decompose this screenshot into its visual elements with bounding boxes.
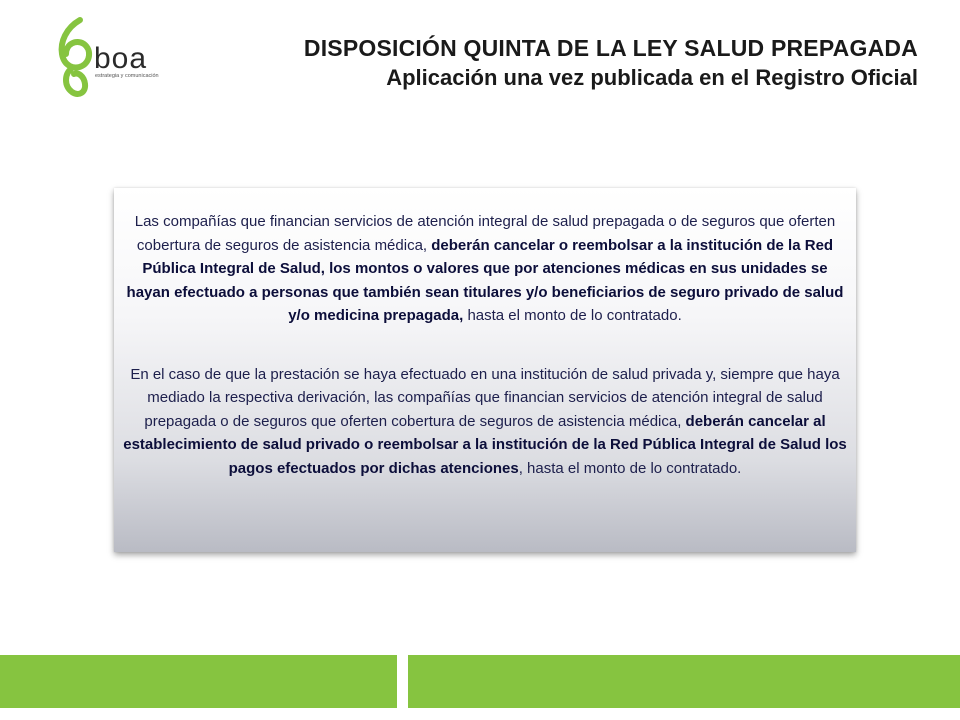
text-run: Las compañías que financian servicios de atención integral de salud prepagada o de seguros que oferten cobertura de seguros de asistencia médica, bbox=[134, 213, 836, 254]
title-line-1: DISPOSICIÓN QUINTA DE LA LEY SALUD PREPAGADA bbox=[303, 35, 918, 61]
text-run: deberán cancelar o reembolsar a la institución de la Red Pública Integral de Salud, los montos o valores que por atenciones médicas en sus unidades se hayan efectuado a personas que también sean titulares y/o beneficiarios de seguro privado de salud y/o medicina prepagada, bbox=[126, 236, 844, 324]
text-run: deberán cancelar al establecimiento de salud privado o reembolsar a la institución de la Red Pública Integral de Salud los pagos efectuados por dichas atenciones bbox=[123, 412, 847, 477]
paragraph-2 bbox=[122, 363, 848, 481]
title-line-2: Aplicación una vez publicada en el Registro Oficial bbox=[386, 65, 918, 90]
footer-bar-left bbox=[0, 655, 397, 708]
text-run: , hasta el monto de lo contratado. bbox=[518, 459, 742, 477]
logo-tagline: estrategia y comunicación bbox=[95, 73, 159, 79]
text-run: hasta el monto de lo contratado. bbox=[463, 307, 682, 324]
footer-bar-right bbox=[408, 655, 960, 708]
text-run: En el caso de que la prestación se haya efectuado en una institución de salud privada y, siempre que haya mediado la respectiva derivación, las compañías que financian servicios de atención integral de salud prepagada o de seguros que oferten cobertura de seguros de asistencia médica, bbox=[130, 365, 840, 430]
slide-title bbox=[304, 33, 918, 93]
logo bbox=[52, 14, 182, 100]
logo-brand: boa bbox=[94, 42, 148, 75]
paragraph-1 bbox=[122, 210, 848, 328]
content-box bbox=[114, 188, 856, 552]
